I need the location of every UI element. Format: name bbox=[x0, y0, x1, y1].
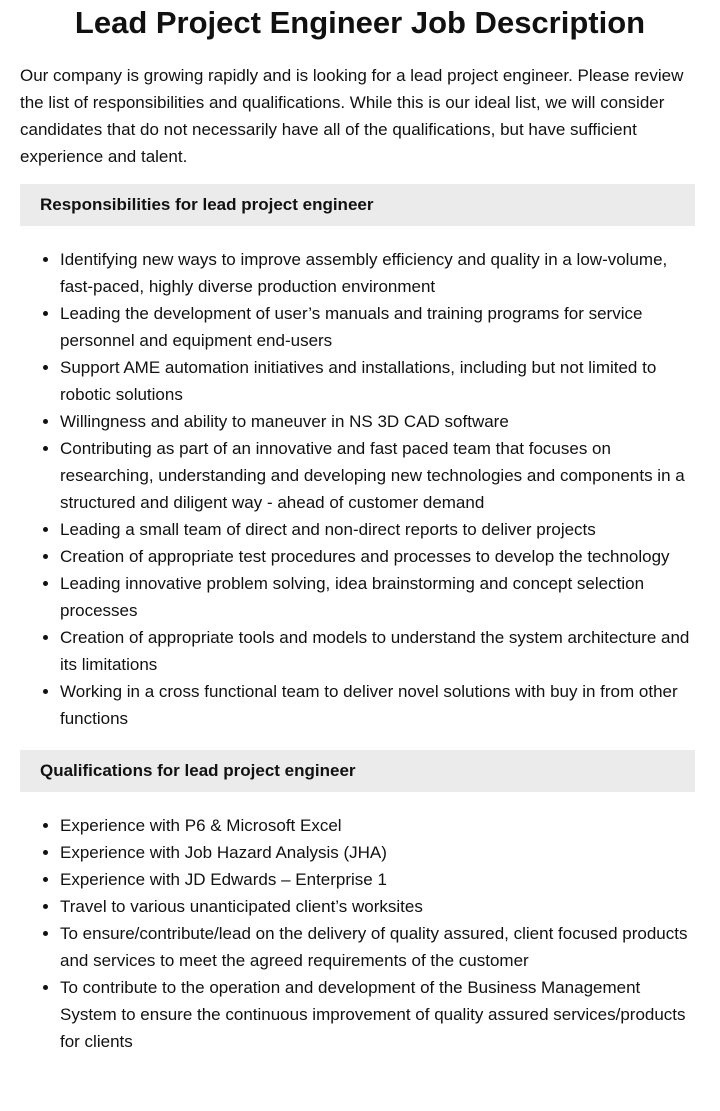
list-item: • To contribute to the operation and development of the Business Management System to ensure the continuous improvement of quality assured services/products for clients bbox=[60, 974, 695, 1055]
list-item: • Identifying new ways to improve assembly efficiency and quality in a low-volume, fast-paced, highly diverse production environment bbox=[60, 246, 695, 300]
qualifications-heading: Qualifications for lead project engineer bbox=[20, 750, 695, 792]
list-item: • Creation of appropriate test procedures and processes to develop the technology bbox=[60, 543, 695, 570]
list-item: • Experience with JD Edwards – Enterprise 1 bbox=[60, 866, 695, 893]
list-item: • Creation of appropriate tools and models to understand the system architecture and its limitations bbox=[60, 624, 695, 678]
list-item: • Travel to various unanticipated client’s worksites bbox=[60, 893, 695, 920]
list-item: • Leading the development of user’s manuals and training programs for service personnel and equipment end-users bbox=[60, 300, 695, 354]
list-item: • Experience with P6 & Microsoft Excel bbox=[60, 812, 695, 839]
list-item: • Working in a cross functional team to deliver novel solutions with buy in from other functions bbox=[60, 678, 695, 732]
list-item: • Willingness and ability to maneuver in NS 3D CAD software bbox=[60, 408, 695, 435]
page-title: Lead Project Engineer Job Description bbox=[74, 5, 646, 40]
list-item: • Leading innovative problem solving, idea brainstorming and concept selection processes bbox=[60, 570, 695, 624]
intro-paragraph: Our company is growing rapidly and is looking for a lead project engineer. Please review the list of responsibilities and qualifications. While this is our ideal list, we will consider candidates that do not necessarily have all of the qualifications, but have sufficient experience and talent. bbox=[20, 66, 684, 166]
list-item: • Support AME automation initiatives and installations, including but not limited to robotic solutions bbox=[60, 354, 695, 408]
list-item: • Leading a small team of direct and non-direct reports to deliver projects bbox=[60, 516, 695, 543]
list-item: • Experience with Job Hazard Analysis (JHA) bbox=[60, 839, 695, 866]
responsibilities-list bbox=[20, 246, 695, 732]
qualifications-list bbox=[20, 812, 695, 1055]
responsibilities-heading: Responsibilities for lead project engineer bbox=[20, 184, 695, 226]
list-item: • Contributing as part of an innovative and fast paced team that focuses on researching, understanding and developing new technologies and components in a structured and diligent way - ahead of customer demand bbox=[60, 435, 695, 516]
list-item: • To ensure/contribute/lead on the delivery of quality assured, client focused products and services to meet the agreed requirements of the customer bbox=[60, 920, 695, 974]
